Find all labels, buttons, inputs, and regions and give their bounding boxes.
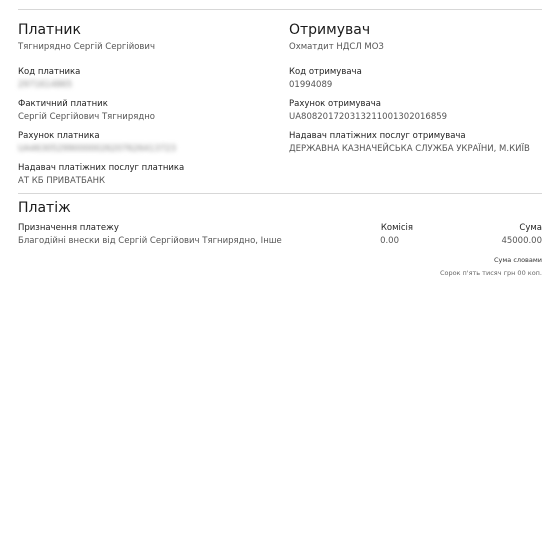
sum-in-words-label: Сума словами — [494, 256, 542, 264]
recipient-name: Охматдит НДСЛ МОЗ — [289, 42, 384, 52]
recipient-code-value: 01994089 — [289, 80, 333, 90]
fee-value: 0.00 — [380, 236, 399, 246]
recipient-code-label: Код отримувача — [289, 67, 362, 77]
payer-account-value: UA463052990000026207626413723 — [18, 144, 177, 154]
actual-payer-value: Сергій Сергійович Тягнирядно — [18, 112, 155, 122]
payer-account-label: Рахунок платника — [18, 131, 100, 141]
recipient-section — [289, 21, 547, 155]
purpose-value: Благодійні внески від Сергій Сергійович Тягнирядно, Інше — [18, 236, 282, 246]
sum-value: 45000.00 — [501, 236, 542, 246]
recipient-provider-label: Надавач платіжних послуг отримувача — [289, 131, 466, 141]
payer-provider-value: АТ КБ ПРИВАТБАНК — [18, 176, 106, 186]
actual-payer-label: Фактичний платник — [18, 99, 108, 109]
top-divider — [18, 9, 542, 10]
sum-in-words-value: Сорок п'ять тисяч грн 00 коп. — [439, 269, 542, 277]
recipient-heading: Отримувач — [289, 22, 371, 38]
payer-section — [18, 21, 268, 187]
recipient-account-value: UA808201720313211001302016859 — [289, 112, 448, 122]
payment-heading: Платіж — [18, 200, 71, 216]
payer-name: Тягнирядно Сергій Сергійович — [18, 42, 155, 52]
recipient-provider-value: ДЕРЖАВНА КАЗНАЧЕЙСЬКА СЛУЖБА УКРАЇНИ, М.КИЇВ — [289, 144, 530, 154]
payer-provider-label: Надавач платіжних послуг платника — [18, 163, 185, 173]
payer-heading: Платник — [18, 22, 81, 38]
section-divider — [18, 193, 542, 194]
payer-code-label: Код платника — [18, 67, 81, 77]
purpose-label: Призначення платежу — [18, 223, 119, 233]
recipient-account-label: Рахунок отримувача — [289, 99, 381, 109]
fee-label: Комісія — [380, 223, 413, 233]
sum-label: Сума — [519, 223, 542, 233]
payer-code-value: 2971614865 — [18, 80, 73, 90]
